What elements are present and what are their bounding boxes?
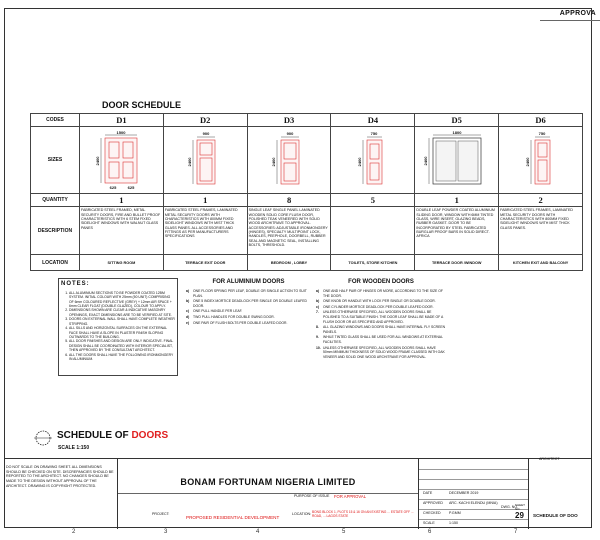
door-schedule-table — [30, 113, 583, 271]
location-row — [31, 255, 583, 271]
sub-dimension: 625 — [110, 184, 117, 190]
door-description — [331, 207, 415, 255]
date-label: DATE — [423, 491, 433, 495]
notes-title: NOTES: — [61, 281, 90, 287]
quantity-row — [31, 194, 583, 207]
door-elevation-d3 — [247, 127, 331, 194]
note-item: 1. ALL ALUMINIUM SECTIONS TO BE POWDER COATED 12BM SYSTEM. INITIAL COLOUR WITH 25mm (50 UNIT) COMPRISING OF 6mm COLOURED REFLECTIVE (GREY) + 12mm AIR SPACE + 6mm CLEAR FLOAT (DOUBLE GLAZED), COLOUR TO APPLY. — [69, 291, 175, 309]
sheet-number: 29 — [515, 511, 524, 520]
column-number: 2 — [72, 529, 76, 535]
approved-value: ARC. KACHI ELENDU (MNIA) — [449, 501, 498, 505]
column-number: 5 — [342, 529, 346, 535]
codes-label: CODES — [31, 114, 80, 127]
door-d4-drawing — [343, 129, 403, 191]
door-code: D2 — [163, 114, 247, 127]
door-schedule-title: DOOR SCHEDULE — [102, 100, 182, 110]
wooden-doors-section — [316, 278, 446, 360]
sizes-label: SIZES — [31, 127, 80, 194]
door-location: TERRACE EXIT DOOR — [163, 255, 247, 271]
door-code: D3 — [247, 114, 331, 127]
scale-label: SCALE — [423, 521, 435, 525]
project-row — [118, 493, 418, 530]
column-reference-strip — [4, 528, 592, 540]
codes-row — [31, 114, 583, 127]
sub-dimension: 625 — [128, 184, 135, 190]
column-number: 7 — [514, 529, 518, 535]
list-item: b) ONE 5 INDEX MORTICE DEADLOCK PER SINGLE OR DOUBLE LEAFED DOOR. — [186, 299, 307, 308]
title-block-info — [418, 459, 529, 529]
sizes-row — [31, 127, 583, 194]
drawing-title: SCHEDULE OF DOORS — [57, 430, 169, 441]
project-label: PROJECT: — [152, 512, 170, 516]
door-description: FABRICATED STEEL FRAMED, METAL SECURITY DOORS, FIRE AND BULLET PROOF CHARACTERISTICS WITH 6 STEM FIXED SIDELIGHT WINDOWS WITH WALNUT GLASS PANES — [80, 207, 164, 255]
door-quantity: 1 — [80, 194, 164, 207]
height-dimension: 2400 — [524, 157, 530, 166]
height-dimension: 2400 — [422, 156, 428, 165]
scale-value: 1:150 — [449, 521, 458, 525]
location-value: BONG BLOCK 1, PLOTS 15 & 16 ON AN EXISTING ... ESTATE OFF ... ROAD, ... LAGOS STATE — [312, 510, 414, 518]
list-item: e) ONE PAIR OF FLUSH BOLTS PER DOUBLE LEAFED DOOR. — [186, 320, 288, 325]
list-item: 7. UNLESS OTHERWISE SPECIFIED, ALL WOODEN DOORS SHALL BE POLISHED TO A SUITABLE FINISH. THE DOOR LEAF SHALL BE MADE OF A FLUSH DOOR OR AS SPECIFIED AND APPROVED. — [316, 310, 444, 324]
header-rule — [540, 20, 600, 21]
approval-label: APPROVA — [559, 10, 596, 17]
door-quantity: 2 — [499, 194, 583, 207]
list-item: a) ONE FLOOR SPRING PER LEAF, DOUBLE OR SINGLE ACTION TO SUIT PLAN. — [186, 289, 307, 298]
door-location: TERRACE DOOR /WINDOW — [415, 255, 499, 271]
notes-list — [61, 291, 175, 362]
door-elevation-d5 — [415, 127, 499, 194]
door-code: D5 — [415, 114, 499, 127]
approved-label: APPROVED — [423, 501, 443, 505]
door-location: BEDROOM , LOBBY — [247, 255, 331, 271]
door-quantity: 8 — [247, 194, 331, 207]
door-description: SINGLE LEAF SINGLE PANEL LAMINATED WOODEN SOLID CORE FLUSH DOOR, POLISHED TEAK VENEERED WITH SOLID WOOD ARCHITRAVE TO APPROVAL. ACCESSORIES: ADJUSTABLE IRONMONGERY (HINGES), SPECIALTY MULTIPOINT LOCK, HANDLES, PEEPHOLE, DOORBELL, RUBBER SEAL AND MAGNETIC SEAL, INSTALLING BOLTS, THRESHOLD. — [247, 207, 331, 255]
door-quantity: 1 — [415, 194, 499, 207]
sheet-title: SCHEDULE OF DOO — [533, 513, 578, 518]
title-block — [4, 458, 592, 529]
door-code: D1 — [80, 114, 164, 127]
width-dimension: 1500 — [116, 129, 126, 135]
drawing-marker-icon — [33, 428, 53, 448]
column-number: 3 — [164, 529, 168, 535]
list-item: 10. UNLESS OTHERWISE SPECIFIED, ALL WOODEN DOORS SHALL HAVE 50mm MINIMUM THICKNESS OF SOLID WOOD FRAME CLASSED WITH OAK VENEER AND SOLID ONE WOOD ARCHITRAVE FOR APPROVAL. — [316, 345, 445, 359]
list-item: c) ONE CYLINDER MORTICE DEADLOCK PER DOUBLE LEAFED DOOR. — [316, 304, 434, 309]
door-location: TOILETS, STORE KITCHEN — [331, 255, 415, 271]
list-item: 9. WHILE TINTED GLASS SHALL BE USED FOR ALL WINDOWS AT EXTERNAL FACILITIES. — [316, 335, 443, 345]
purpose-value: FOR APPROVAL — [334, 494, 367, 499]
door-quantity: 5 — [331, 194, 415, 207]
note-item: 6. ALL THE DOORS SHALL HAVE THE FOLLOWING IRONMONGERY IN ALUMINIUM. — [69, 353, 175, 362]
date-value: DECEMBER 2019 — [449, 491, 479, 495]
column-number: 6 — [428, 529, 432, 535]
door-code: D4 — [331, 114, 415, 127]
door-description: FABRICATED STEEL FRAMES, LAMINATED METAL SECURITY DOORS WITH CHARACTERISTICS WITH 800MM FIXED SIDELIGHT WINDOWS WITH MIST THICK GLASS PANES. — [499, 207, 583, 255]
door-location: SITTING ROOM — [80, 255, 164, 271]
list-item: 8. ALL GLAZING WINDOWS AND DOORS SHALL HAVE INTERNAL FLY SCREEN PANELS. — [316, 325, 446, 334]
height-dimension: 2400 — [356, 157, 362, 166]
client-name: BONAM FORTUNAM NIGERIA LIMITED — [180, 477, 356, 487]
door-code: D6 — [499, 114, 583, 127]
quantity-label: QUANTITY — [31, 194, 80, 207]
checked-label: CHECKED — [423, 511, 441, 515]
location-label: LOCATION — [31, 255, 80, 271]
door-d1-drawing — [91, 129, 151, 191]
width-dimension: 750 — [538, 130, 545, 136]
note-item: 2. DIMENSIONS SHOWN ARE CLEAR & INDICATIVE MASONRY OPENINGS, EXACT DIMENSIONS ARE TO BE VERIFIED AT SITE. — [69, 308, 175, 317]
list-item: c) ONE PULL HANDLE PER LEAF. — [186, 309, 243, 314]
sheet-label: SHEET NO. — [515, 503, 525, 511]
notes-box — [58, 278, 178, 376]
list-item: a) ONE AND HALF PAIR OF HINGES OR MORE, ACCORDING TO THE SIZE OF THE DOOR. — [316, 289, 443, 298]
list-item: d) TWO PULL HANDLES FOR DOUBLE SWING DOOR. — [186, 315, 275, 320]
door-elevation-d1 — [80, 127, 164, 194]
location-label: LOCATION: — [292, 512, 312, 516]
list-item: b) ONE KNOB OR HANDLE WITH LOCK PER SINGLE OR DOUBLE DOOR. — [316, 299, 436, 304]
door-elevation-d6 — [499, 127, 583, 194]
door-d2-drawing — [175, 129, 235, 191]
door-location: KITCHEN EXIT AND BALCONY — [499, 255, 583, 271]
title-block-right — [528, 459, 593, 529]
door-elevation-d4 — [331, 127, 415, 194]
door-description: FABRICATED STEEL FRAMES, LAMINATED METAL SECURITY DOORS WITH CHARACTERISTICS WITH 800MM FIXED SIDELIGHT WINDOWS WITH MIST THICK GLASS PANES. ALL ACCESSORIES AND FITTINGS AS PER MANUFACTURERS SPECIFICATIONS — [163, 207, 247, 255]
description-label: DESCRIPTION — [31, 207, 80, 255]
column-number: 4 — [256, 529, 260, 535]
project-value: PROPOSED RESIDENTIAL DEVELOPMENT — [186, 515, 280, 520]
width-dimension: 750 — [370, 130, 378, 136]
description-row — [31, 207, 583, 255]
height-dimension: 2400 — [95, 156, 101, 165]
door-description: DOUBLE LEAF POWDER COATED ALUMINIUM SLIDING DOOR, WINDOW WITH 6MM TINTED GLASS, WIRE INSERT, GLAZING BEADS, RUBBER GASKET. DOOR TO BE INCORPORATED BY STEEL FABRICATED BURGLAR PROOF BARS IN SOLID DIRECT. AFRICA — [415, 207, 499, 255]
door-d6-drawing — [511, 129, 571, 191]
dwg-label: DWG. NO. — [501, 505, 519, 509]
width-dimension: 1800 — [452, 129, 462, 135]
architect-label: ARCHITECT — [539, 457, 560, 461]
door-quantity: 1 — [163, 194, 247, 207]
drawing-scale: SCALE 1:150 — [58, 445, 90, 451]
note-item: 3. DOORS ON EXTERNAL WALL SHALL HAVE COMPLETE WEATHER STRIPPING. — [69, 317, 175, 326]
note-item: 4. ALL SILLS AND HORIZONTAL SURFACES ON THE EXTERNAL FACE SHALL HAVE A SLOPE IN PLASTER FINISH SLOPING OUTWARDS TO THE BUILDING. — [69, 326, 175, 339]
purpose-label: PURPOSE OF ISSUE — [294, 494, 330, 498]
door-d5-drawing — [419, 129, 495, 191]
note-item: 5. ALL DOOR FINISHES AND DESIGN ARE ONLY INDICATIVE. FINAL DESIGN SHALL BE COORDINATED WITH INTERIOR SPECIALIST, THEN APPROVED BY THE CONSULTANT ARCHITECT. — [69, 339, 175, 352]
height-dimension: 2400 — [187, 157, 193, 166]
wooden-title: FOR WOODEN DOORS — [348, 279, 414, 285]
aluminium-doors-section — [186, 278, 311, 326]
height-dimension: 2400 — [271, 157, 277, 166]
width-dimension: 900 — [202, 130, 210, 136]
aluminium-title: FOR ALUMINIUM DOORS — [212, 279, 285, 285]
door-elevation-d2 — [163, 127, 247, 194]
door-d3-drawing — [259, 129, 319, 191]
width-dimension: 900 — [286, 130, 294, 136]
checked-value: P.GMM — [449, 511, 461, 515]
general-notes: DO NOT SCALE ON DRAWING SHEET. ALL DIMENSIONS SHOULD BE CHECKED ON SITE. DISCREPANCIES SHOULD BE REPORTED TO THE ARCHITECT. NO CHANGES SHOULD BE MADE TO THE DESIGN WITHOUT APPROVAL OF THE ARCHITECT. DRAWING IS COPYRIGHT PROTECTED. — [4, 459, 118, 529]
